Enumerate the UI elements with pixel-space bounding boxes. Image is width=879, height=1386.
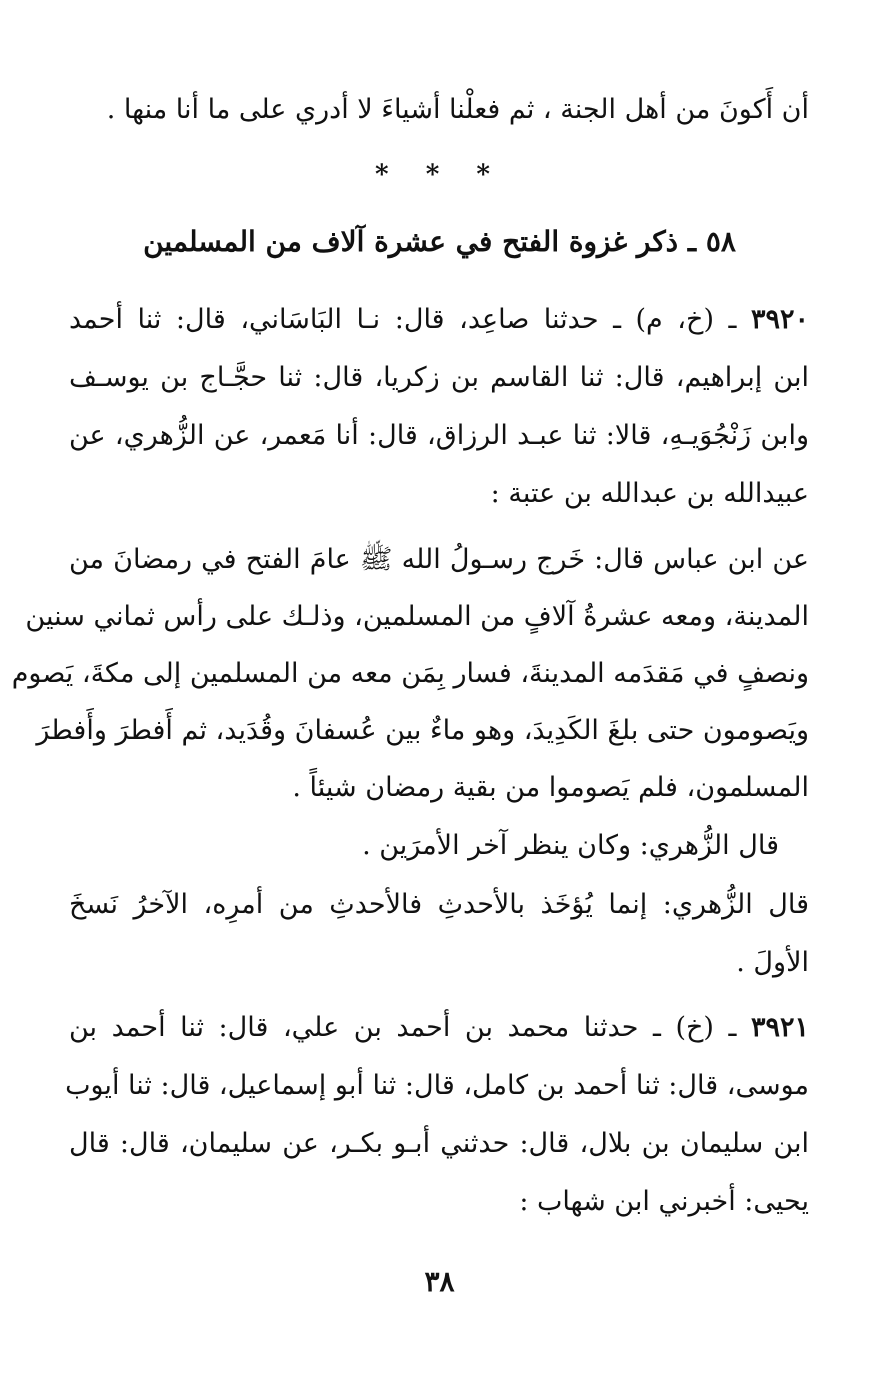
matn-line-3: ونصفٍ في مَقدَمه المدينةَ، فسار بِمَن معه من المسلمين إلى مكةَ، يَصوم <box>11 658 809 689</box>
hadith-3920-line-2: ابن إبراهيم، قال: ثنا القاسم بن زكريا، قال: ثنا حجَّـاج بن يوسـف <box>69 362 809 393</box>
hadith-3921-line-2: موسى، قال: ثنا أحمد بن كامل، قال: ثنا أبو إسماعيل، قال: ثنا أيوب <box>65 1070 809 1101</box>
text-line-continuation: أن أَكونَ من أهل الجنة ، ثم فعلْنا أشياءَ لا أدري على ما أنا منها . <box>106 94 809 125</box>
hadith-number-3920: ٣٩٢٠ <box>750 304 809 335</box>
section-divider-stars: * * * <box>375 160 504 190</box>
matn-line-1: عن ابن عباس قال: خَرج رسـولُ الله ﷺ عامَ الفتح في رمضانَ من <box>69 544 809 575</box>
hadith-3921-line-4: يحيى: أخبرني ابن شهاب : <box>519 1186 809 1217</box>
zuhri-note-2-line-1: قال الزُّهري: إنما يُؤخَذ بالأحدثِ فالأحدثِ من أمرِه، الآخرُ نَسخَ <box>69 889 809 920</box>
matn-line-2: المدينة، ومعه عشرةُ آلافٍ من المسلمين، وذلـك على رأس ثماني سنين <box>25 601 809 632</box>
hadith-3921-isnad-start: ـ (خ) ـ حدثنا محمد بن أحمد بن علي، قال: ثنا أحمد بن <box>69 1012 737 1043</box>
zuhri-note-1: قال الزُّهري: وكان ينظر آخر الأمرَين . <box>362 830 779 861</box>
zuhri-note-2-line-2: الأولَ . <box>736 947 809 978</box>
hadith-3921-line-3: ابن سليمان بن بلال، قال: حدثني أبـو بكـر، عن سليمان، قال: قال <box>69 1128 809 1159</box>
hadith-3920-line-1 <box>69 300 809 340</box>
hadith-3920-line-3: وابن زَنْجُوَيـهِ، قالا: ثنا عبـد الرزاق، قال: أنا مَعمر، عن الزُّهري، عن <box>69 420 809 451</box>
matn-line-4: ويَصومون حتى بلغَ الكَدِيدَ، وهو ماءٌ بين عُسفانَ وقُدَيد، ثم أَفطرَ وأَفطرَ <box>36 715 809 746</box>
hadith-number-3921: ٣٩٢١ <box>750 1012 809 1043</box>
page-number: ٣٨ <box>424 1265 455 1298</box>
chapter-heading: ٥٨ ـ ذكر غزوة الفتح في عشرة آلاف من المسلمين <box>143 225 736 258</box>
hadith-3920-line-4: عبيدالله بن عبدالله بن عتبة : <box>490 478 809 509</box>
matn-line-5: المسلمون، فلم يَصوموا من بقية رمضان شيئاً . <box>292 772 809 803</box>
hadith-3921-line-1 <box>69 1008 809 1048</box>
hadith-3920-isnad-start: ـ (خ، م) ـ حدثنا صاعِد، قال: نـا البَاسَاني، قال: ثنا أحمد <box>69 304 737 335</box>
